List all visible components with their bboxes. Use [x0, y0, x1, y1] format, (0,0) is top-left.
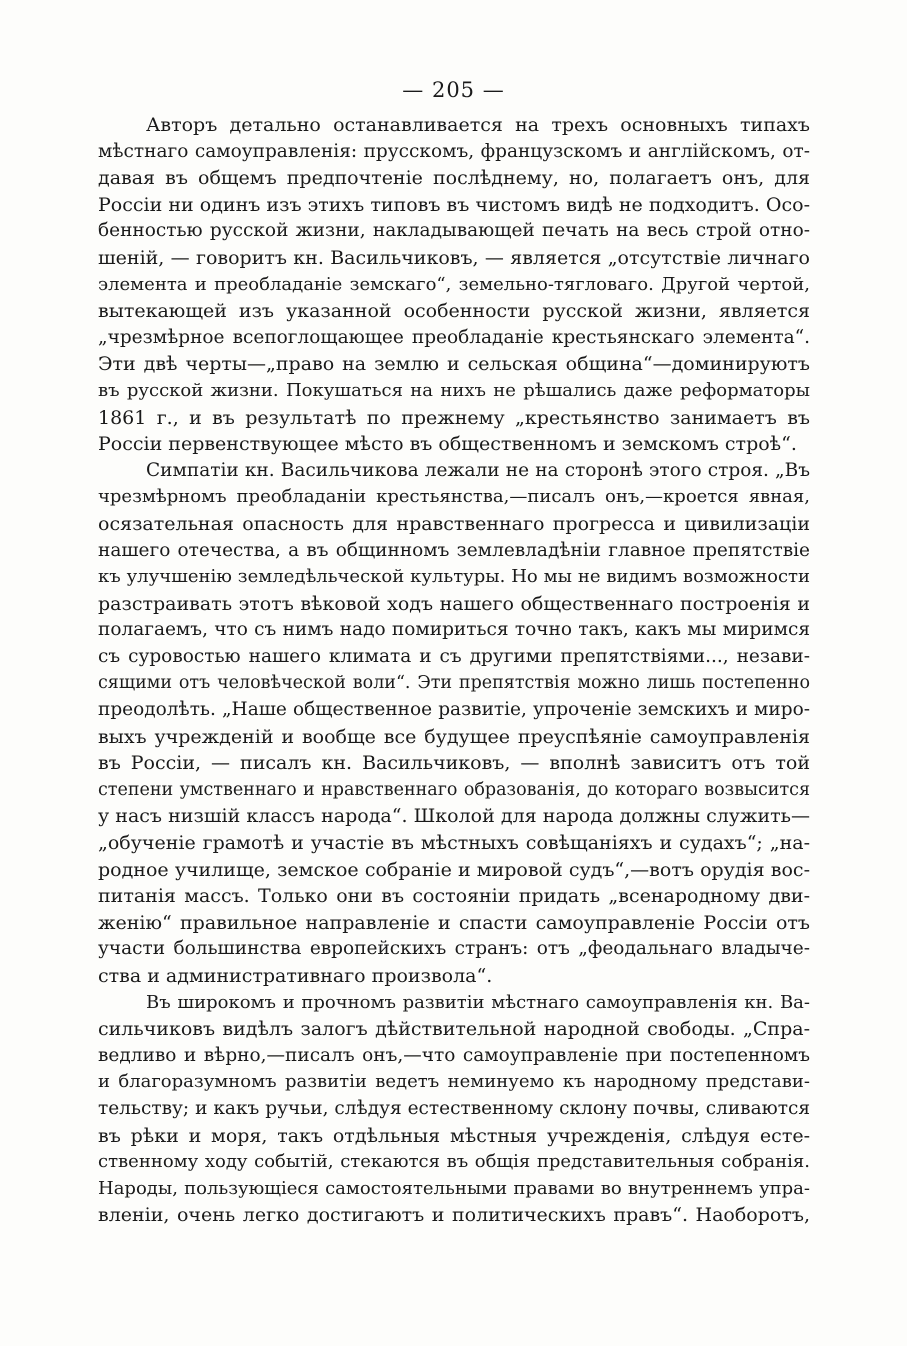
text-line: тельству; и какъ ручьи, слѣдуя естественному склону почвы, сливаются — [98, 1097, 810, 1119]
text-line: питанія массъ. Только они въ состояніи придать „всенародному дви- — [98, 885, 810, 908]
page-number: — 205 — — [402, 78, 505, 102]
text-line: степени умственнаго и нравственнаго образованія, до котораго возвысится — [98, 779, 810, 800]
paragraph-3 — [98, 990, 810, 1229]
text-line: Народы, пользующіеся самостоятельными правами во внутреннемъ упра- — [98, 1177, 810, 1199]
text-line: вытекающей изъ указанной особенности русской жизни, является — [98, 300, 810, 323]
text-line: мѣстнаго самоуправленія: прусскомъ, французскомъ и англійскомъ, от- — [98, 140, 810, 162]
paragraph-1 — [98, 112, 810, 458]
text-line: вленіи, очень легко достигаютъ и политическихъ правъ“. Наоборотъ, — [98, 1204, 810, 1227]
text-line: осязательная опасность для нравственнаго прогресса и цивилизаціи — [98, 512, 810, 535]
text-line: къ улучшенію земледѣльческой культуры. Но мы не видимъ возможности — [98, 566, 810, 588]
text-line: сящими отъ человѣческой воли“. Эти препятствія можно лишь постепенно — [98, 673, 810, 694]
text-line: Въ широкомъ и прочномъ развитіи мѣстнаго самоуправленія кн. Ва- — [146, 991, 810, 1013]
text-line: ства и административнаго произвола“. — [98, 965, 493, 987]
body-text — [98, 112, 810, 1229]
text-line: у насъ низшій классъ народа“. Школой для народа должны служить— — [98, 805, 810, 828]
text-line: разстраивать этотъ вѣковой ходъ нашего общественнаго построенія и — [98, 592, 810, 615]
paragraph-2 — [98, 458, 810, 990]
text-line: 1861 г., и въ результатѣ по прежнему „крестьянство занимаетъ въ — [98, 406, 810, 429]
text-line: элемента и преобладаніе земскаго“, земельно-тягловаго. Другой чертой, — [98, 273, 810, 295]
text-line: давая въ общемъ предпочтеніе послѣднему, но, полагаетъ онъ, для — [98, 167, 810, 190]
text-line: съ суровостью нашего климата и съ другими препятствіями..., незави- — [98, 645, 810, 667]
text-line: ственному ходу событій, стекаются въ общія представительныя собранія. — [98, 1151, 810, 1173]
text-line: ведливо и вѣрно,—писалъ онъ,—что самоуправленіе при постепенномъ — [98, 1044, 810, 1066]
text-line: Россіи ни одинъ изъ этихъ типовъ въ чистомъ видѣ не подходитъ. Осо- — [98, 193, 810, 216]
text-line: родное училище, земское собраніе и мировой судъ“,—вотъ орудія вос- — [98, 858, 810, 881]
text-line: чрезмѣрномъ преобладаніи крестьянства,—писалъ онъ,—кроется явная, — [98, 486, 810, 508]
text-line: „чрезмѣрное всепоглощающее преобладаніе крестьянскаго элемента“. — [98, 326, 810, 348]
text-line: Эти двѣ черты—„право на землю и сельская община“—доминируютъ — [98, 353, 810, 376]
text-line: выхъ учрежденій и вообще все будущее преуспѣяніе самоуправленія — [98, 725, 810, 748]
text-line: нашего отечества, а въ общинномъ землевладѣніи главное препятствіе — [98, 539, 810, 561]
text-line: Россіи первенствующее мѣсто въ общественномъ и земскомъ строѣ“. — [98, 433, 797, 456]
text-line: въ Россіи, — писалъ кн. Васильчиковъ, — вполнѣ зависитъ отъ той — [98, 752, 810, 775]
text-line: Симпатіи кн. Васильчикова лежали не на сторонѣ этого строя. „Въ — [146, 459, 810, 481]
text-line: бенностью русской жизни, накладывающей печать на весь строй отно- — [98, 220, 810, 242]
text-line: женію“ правильное направленіе и спасти самоуправленіе Россіи отъ — [98, 911, 810, 934]
text-line: Авторъ детально останавливается на трехъ основныхъ типахъ — [146, 114, 810, 136]
text-line: преодолѣть. „Наше общественное развитіе, упроченіе земскихъ и миро- — [98, 699, 810, 721]
text-line: „обученіе грамотѣ и участіе въ мѣстныхъ совѣщаніяхъ и судахъ“; „на- — [98, 832, 810, 855]
text-line: шеній, — говоритъ кн. Васильчиковъ, — является „отсутствіе личнаго — [98, 246, 810, 269]
text-line: въ русской жизни. Покушаться на нихъ не рѣшались даже реформаторы — [98, 379, 810, 401]
text-line: въ рѣки и моря, такъ отдѣльныя мѣстныя учрежденія, слѣдуя есте- — [98, 1124, 810, 1147]
text-line: и благоразумномъ развитіи ведетъ неминуемо къ народному представи- — [98, 1071, 810, 1093]
text-line: полагаемъ, что съ нимъ надо помириться точно такъ, какъ мы миримся — [98, 619, 810, 641]
text-line: участи большинства европейскихъ странъ: отъ „феодальнаго владыче- — [98, 938, 810, 960]
text-line: сильчиковъ видѣлъ залогъ дѣйствительной народной свободы. „Спра- — [98, 1018, 810, 1041]
